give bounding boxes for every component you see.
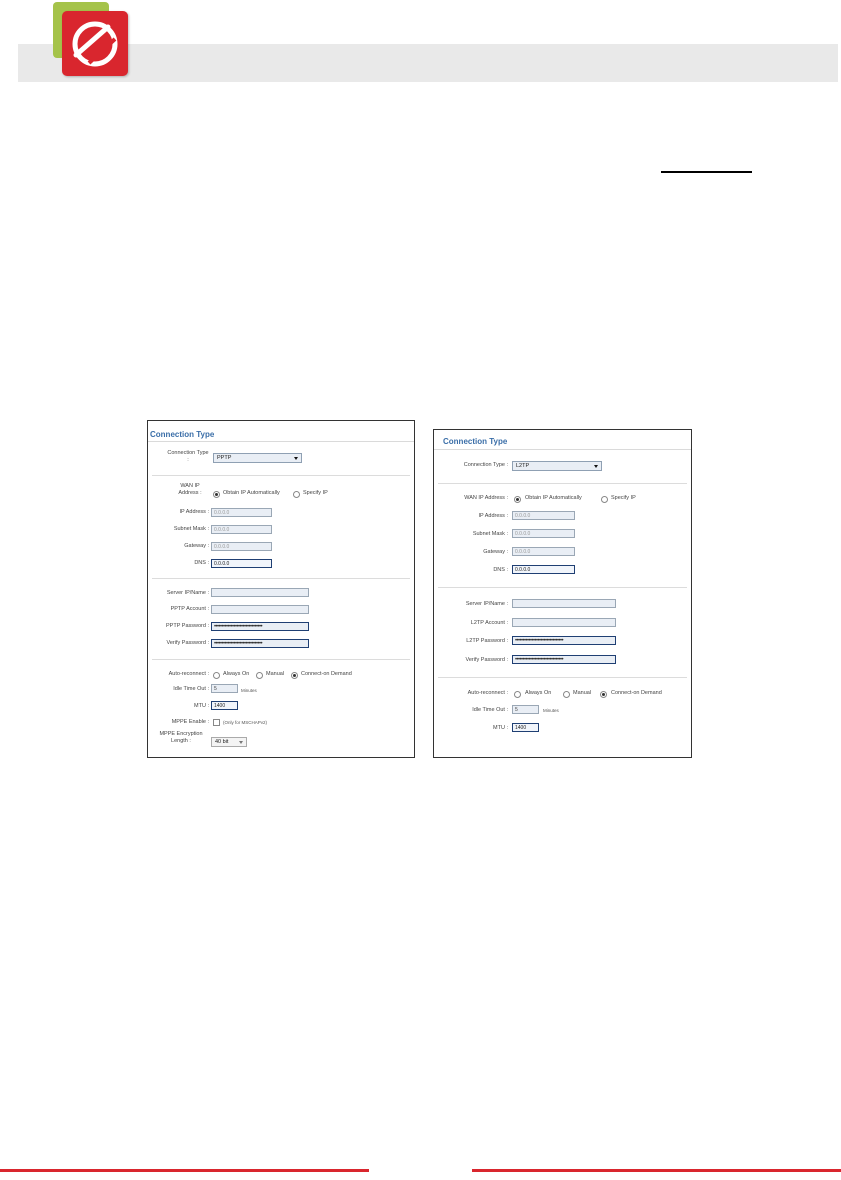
gateway-label: Gateway : [483, 549, 508, 555]
ip-address-input[interactable]: 0.0.0.0 [512, 511, 575, 520]
obtain-ip-radio[interactable] [514, 496, 521, 503]
manual-label: Manual [266, 671, 285, 677]
connect-on-demand-label: Connect-on Demand [611, 690, 662, 696]
mppe-length-select[interactable] [211, 737, 247, 747]
connection-type-select[interactable] [512, 461, 602, 471]
gateway-label: Gateway : [184, 543, 209, 549]
divider [438, 587, 687, 588]
server-ip-input[interactable] [512, 599, 616, 608]
dns-label: DNS : [194, 560, 209, 566]
specify-ip-radio[interactable] [601, 496, 608, 503]
ip-address-label: IP Address : [478, 513, 508, 519]
verify-password-input[interactable]: •••••••••••••••••••••••••••••••• [211, 639, 309, 648]
pptp-connection-panel [147, 420, 415, 758]
l2tp-password-label: L2TP Password : [466, 638, 508, 644]
specify-ip-label: Specify IP [611, 495, 636, 501]
gateway-input[interactable]: 0.0.0.0 [211, 542, 272, 551]
connection-type-value: PPTP [217, 455, 232, 461]
server-ip-label: Server IP/Name : [166, 590, 209, 596]
chevron-down-icon [294, 457, 298, 460]
connection-type-value: L2TP [516, 463, 530, 469]
panel-title: Connection Type [443, 437, 508, 446]
l2tp-account-input[interactable] [512, 618, 616, 627]
mppe-note: (Only for MSCHAPv2) [223, 720, 268, 725]
idle-timeout-label: Idle Time Out : [472, 707, 508, 713]
title-divider [148, 441, 414, 442]
ip-address-label: IP Address : [179, 509, 209, 515]
divider [438, 483, 687, 484]
chevron-down-icon [239, 741, 243, 744]
idle-timeout-input[interactable]: 5 [512, 705, 539, 714]
dns-input[interactable]: 0.0.0.0 [512, 565, 575, 574]
verify-password-label: Verify Password : [166, 640, 209, 646]
subnet-mask-input[interactable]: 0.0.0.0 [211, 525, 272, 534]
ip-address-input[interactable]: 0.0.0.0 [211, 508, 272, 517]
specify-ip-label: Specify IP [303, 490, 328, 496]
server-ip-label: Server IP/Name : [465, 601, 508, 607]
always-on-radio[interactable] [213, 672, 220, 679]
wan-ip-label: WAN IP Address : [464, 495, 508, 501]
connect-on-demand-label: Connect-on Demand [301, 671, 352, 677]
mtu-input[interactable]: 1400 [512, 723, 539, 732]
mppe-length-label: MPPE Encryption Length : [159, 731, 203, 744]
obtain-ip-label: Obtain IP Automatically [223, 490, 280, 496]
footer-rule-right [472, 1169, 841, 1172]
specify-ip-radio[interactable] [293, 491, 300, 498]
minutes-unit: Minutes [241, 688, 257, 693]
verify-password-input[interactable]: •••••••••••••••••••••••••••••••• [512, 655, 616, 664]
pptp-account-label: PPTP Account : [170, 606, 209, 612]
pptp-password-input[interactable]: •••••••••••••••••••••••••••••••• [211, 622, 309, 631]
l2tp-account-label: L2TP Account : [470, 620, 508, 626]
auto-reconnect-label: Auto-reconnect : [467, 690, 508, 696]
dns-input[interactable]: 0.0.0.0 [211, 559, 272, 568]
underline-mark [661, 171, 752, 173]
mtu-label: MTU : [493, 725, 508, 731]
verify-password-label: Verify Password : [465, 657, 508, 663]
divider [152, 659, 410, 660]
dns-label: DNS : [493, 567, 508, 573]
pptp-account-input[interactable] [211, 605, 309, 614]
divider [152, 475, 410, 476]
header-bar [18, 44, 838, 82]
minutes-unit: Minutes [543, 708, 559, 713]
manual-radio[interactable] [256, 672, 263, 679]
divider [152, 578, 410, 579]
connection-type-label: Connection Type : [463, 462, 508, 468]
always-on-label: Always On [525, 690, 552, 696]
mppe-length-value: 40 bit [215, 739, 229, 745]
connection-type-select[interactable] [213, 453, 302, 463]
edimax-e-logo-icon [62, 11, 128, 76]
idle-timeout-input[interactable]: 5 [211, 684, 238, 693]
mppe-enable-checkbox[interactable] [213, 719, 220, 726]
divider [438, 677, 687, 678]
panel-title: Connection Type [150, 430, 215, 439]
connect-on-demand-radio[interactable] [291, 672, 298, 679]
auto-reconnect-label: Auto-reconnect : [168, 671, 209, 677]
connection-type-label: Connection Type : [167, 450, 209, 463]
subnet-mask-label: Subnet Mask : [472, 531, 508, 537]
subnet-mask-label: Subnet Mask : [173, 526, 209, 532]
chevron-down-icon [594, 465, 598, 468]
always-on-label: Always On [223, 671, 250, 677]
title-divider [434, 449, 691, 450]
server-ip-input[interactable] [211, 588, 309, 597]
mtu-label: MTU : [194, 703, 209, 709]
idle-timeout-label: Idle Time Out : [173, 686, 209, 692]
pptp-password-label: PPTP Password : [166, 623, 209, 629]
mtu-input[interactable]: 1400 [211, 701, 238, 710]
l2tp-connection-panel [433, 429, 692, 758]
always-on-radio[interactable] [514, 691, 521, 698]
obtain-ip-radio[interactable] [213, 491, 220, 498]
manual-radio[interactable] [563, 691, 570, 698]
wan-ip-label: WAN IP Address : [178, 483, 202, 496]
mppe-enable-label: MPPE Enable : [171, 719, 209, 725]
l2tp-password-input[interactable]: •••••••••••••••••••••••••••••••• [512, 636, 616, 645]
gateway-input[interactable]: 0.0.0.0 [512, 547, 575, 556]
connect-on-demand-radio[interactable] [600, 691, 607, 698]
footer-rule-left [0, 1169, 369, 1172]
manual-label: Manual [573, 690, 592, 696]
subnet-mask-input[interactable]: 0.0.0.0 [512, 529, 575, 538]
obtain-ip-label: Obtain IP Automatically [525, 495, 582, 501]
